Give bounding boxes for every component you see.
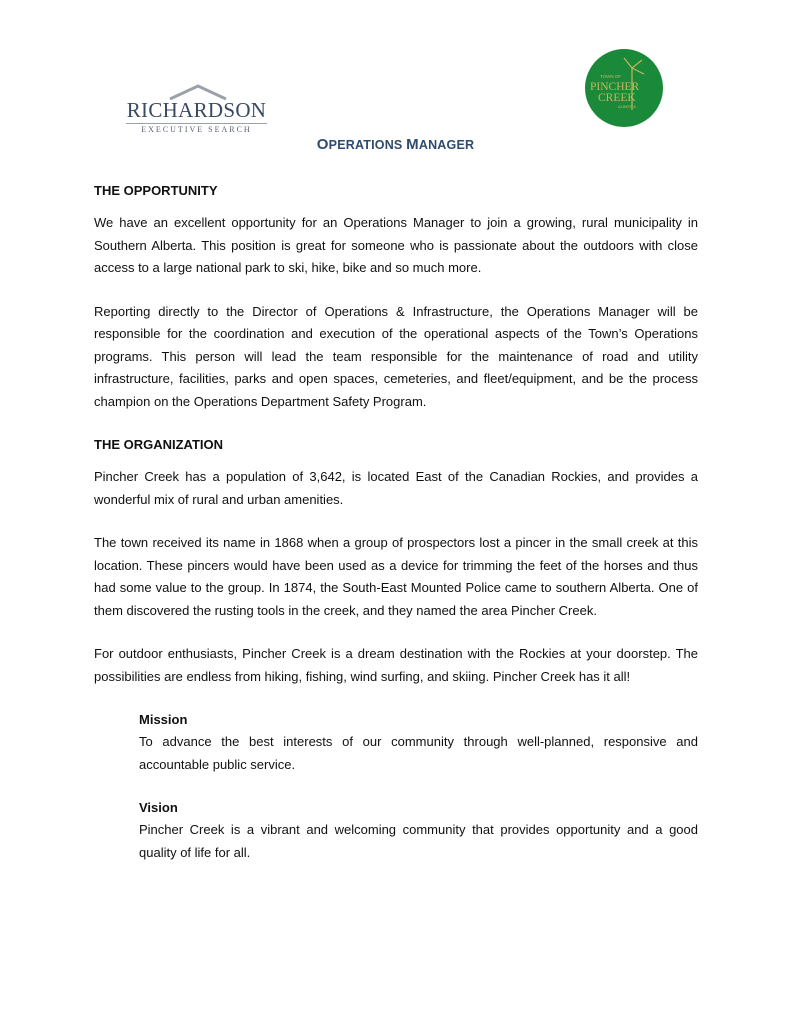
document-body <box>94 180 698 864</box>
mission-text: To advance the best interests of our community through well-planned, responsive and accountable public service. <box>139 734 698 772</box>
opportunity-heading: THE OPPORTUNITY <box>94 183 218 198</box>
page-title: OPERATIONS MANAGER <box>316 136 475 153</box>
organization-paragraph-3: For outdoor enthusiasts, Pincher Creek is a dream destination with the Rockies at your doorstep. The possibilities are endless from hiking, fishing, wind surfing, and skiing. Pincher Creek has it all! <box>94 646 698 684</box>
mission-block <box>139 709 698 776</box>
organization-heading: THE ORGANIZATION <box>94 437 224 452</box>
logo-small-bottom: ALBERTA <box>618 104 636 109</box>
opportunity-paragraph-2: Reporting directly to the Director of Operations & Infrastructure, the Operations Manager will be responsible for the coordination and execution of the operational aspects of the Town’s Operations programs. This person will lead the team responsible for the maintenance of road and utility infrastructure, facilities, parks and open spaces, cemeteries, and fleet/equipment, and be the process champion on the Operations Department Safety Program. <box>94 303 698 409</box>
organization-paragraph-2: The town received its name in 1868 when a group of prospectors lost a pincer in the small creek at this location. These pincers would have been used as a device for trimming the feet of the horses and thus had some value to the group. In 1874, the South-East Mounted Police came to southern Alberta. One of them discovered the rusting tools in the creek, and they named the area Pincher Creek. <box>94 535 698 618</box>
richardson-wordmark: RICHARDSON <box>126 98 267 122</box>
pincher-creek-logo <box>584 48 664 128</box>
logo-name-line2: CREEK <box>598 92 636 104</box>
richardson-logo <box>124 84 269 136</box>
logo-name-line1: PINCHER <box>590 81 640 93</box>
mission-heading: Mission <box>139 712 188 727</box>
richardson-tagline: EXECUTIVE SEARCH <box>141 125 252 134</box>
opportunity-paragraph-1: We have an excellent opportunity for an Operations Manager to join a growing, rural municipality in Southern Alberta. This position is great for someone who is passionate about the outdoors with close access to a large national park to ski, hike, bike and so much more. <box>94 215 698 275</box>
organization-paragraph-1: Pincher Creek has a population of 3,642, is located East of the Canadian Rockies, and provides a wonderful mix of rural and urban amenities. <box>94 469 698 507</box>
logo-small-top: TOWN OF <box>600 74 622 79</box>
vision-block <box>139 797 698 864</box>
vision-heading: Vision <box>139 800 178 815</box>
vision-text: Pincher Creek is a vibrant and welcoming community that provides opportunity and a good quality of life for all. <box>139 822 698 860</box>
